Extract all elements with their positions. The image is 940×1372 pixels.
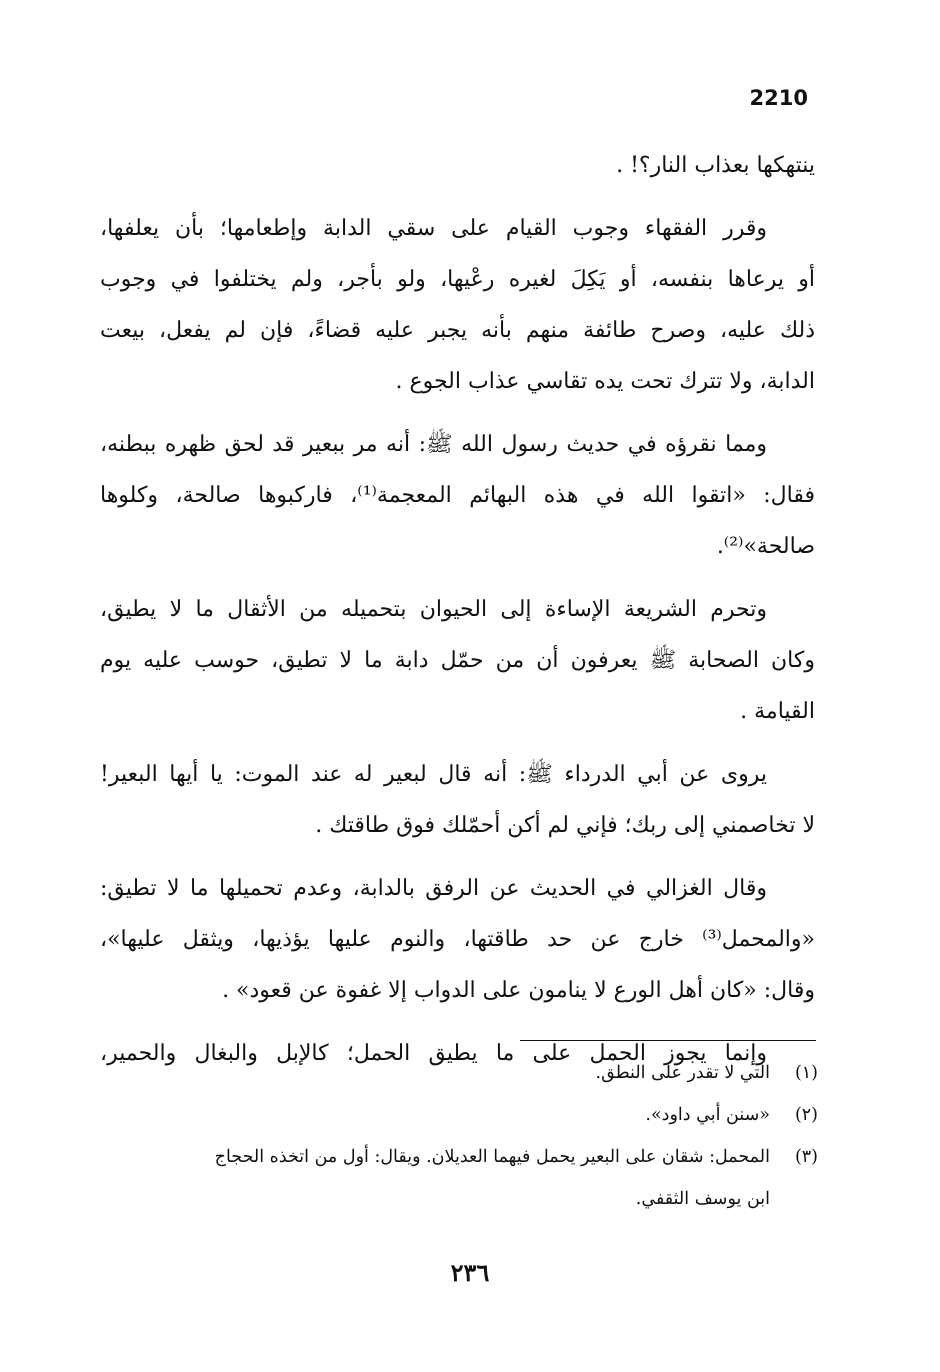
text-line: لا تخاصمني إلى ربك؛ فإني لم أكن أحمّلك فوق طاقتك . <box>315 813 815 838</box>
footnote-text: «سنن أبي داود». <box>645 1105 770 1125</box>
footnote-item <box>108 1094 818 1136</box>
text-line: ينتهكها بعذاب النار؟! . <box>616 153 815 178</box>
footnotes <box>108 1052 818 1220</box>
footnote-text: التي لا تقدر على النطق. <box>595 1063 770 1083</box>
footnote-text: المحمل: شقان على البعير يحمل فيهما العديلان. ويقال: أول من اتخذه الحجاج <box>214 1147 770 1167</box>
text-line: وقال: «كان أهل الورع لا ينامون على الدواب إلا غفوة عن قعود» . <box>222 978 815 1003</box>
text-line: يروى عن أبي الدرداء ﷺ: أنه قال لبعير له عند الموت: يا أيها البعير! <box>100 762 767 787</box>
footnote-number: (٢) <box>794 1105 818 1125</box>
text-line: وتحرم الشريعة الإساءة إلى الحيوان بتحميله من الأثقال ما لا يطيق، <box>100 597 767 622</box>
text-line: فقال: «اتقوا الله في هذه البهائم المعجمة⁽¹⁾، فاركبوها صالحة، وكلوها <box>100 483 815 508</box>
text-line: وكان الصحابة ﷺ يعرفون أن من حمّل دابة ما لا تطيق، حوسب عليه يوم <box>100 648 815 673</box>
text-line: الدابة، ولا تترك تحت يده تقاسي عذاب الجوع . <box>395 369 815 394</box>
text-line: صالحة»⁽²⁾. <box>716 534 815 559</box>
paragraph-gap <box>100 407 815 419</box>
footnote-continuation: ابن يوسف الثقفي. <box>635 1189 770 1209</box>
page-footer-number: ٢٣٦ <box>450 1258 490 1287</box>
footnote-number: (٣) <box>794 1147 818 1167</box>
main-text <box>100 140 815 1079</box>
text-line: ذلك عليه، وصرح طائفة منهم بأنه يجبر عليه قضاءً، فإن لم يفعل، بيعت <box>100 318 815 343</box>
paragraph-gap <box>100 191 815 203</box>
text-line: وقال الغزالي في الحديث عن الرفق بالدابة، وعدم تحميلها ما لا تطيق: <box>100 876 767 901</box>
text-line: أو يرعاها بنفسه، أو يَكِلَ لغيره رعْيها، ولو بأجر، ولم يختلفوا في وجوب <box>100 267 815 292</box>
page-header-number: 2210 <box>749 86 808 110</box>
footnote-divider <box>520 1040 816 1041</box>
text-line: القيامة . <box>740 699 815 724</box>
paragraph-gap <box>100 737 815 749</box>
paragraph-gap <box>100 572 815 584</box>
text-line: ومما نقرؤه في حديث رسول الله ﷺ: أنه مر ببعير قد لحق ظهره ببطنه، <box>100 432 767 457</box>
text-line: «والمحمل⁽³⁾ خارج عن حد طاقتها، والنوم عليها يؤذيها، ويثقل عليها»، <box>100 927 815 952</box>
footnote-number: (١) <box>794 1063 818 1083</box>
paragraph-gap <box>100 851 815 863</box>
paragraph-gap <box>100 1016 815 1028</box>
text-line: وإنما يجوز الحمل على ما يطيق الحمل؛ كالإبل والبغال والحمير، <box>100 1041 767 1066</box>
text-line: وقرر الفقهاء وجوب القيام على سقي الدابة وإطعامها؛ بأن يعلفها، <box>100 216 767 241</box>
footnote-item <box>108 1136 818 1178</box>
footnote-item <box>108 1052 818 1094</box>
